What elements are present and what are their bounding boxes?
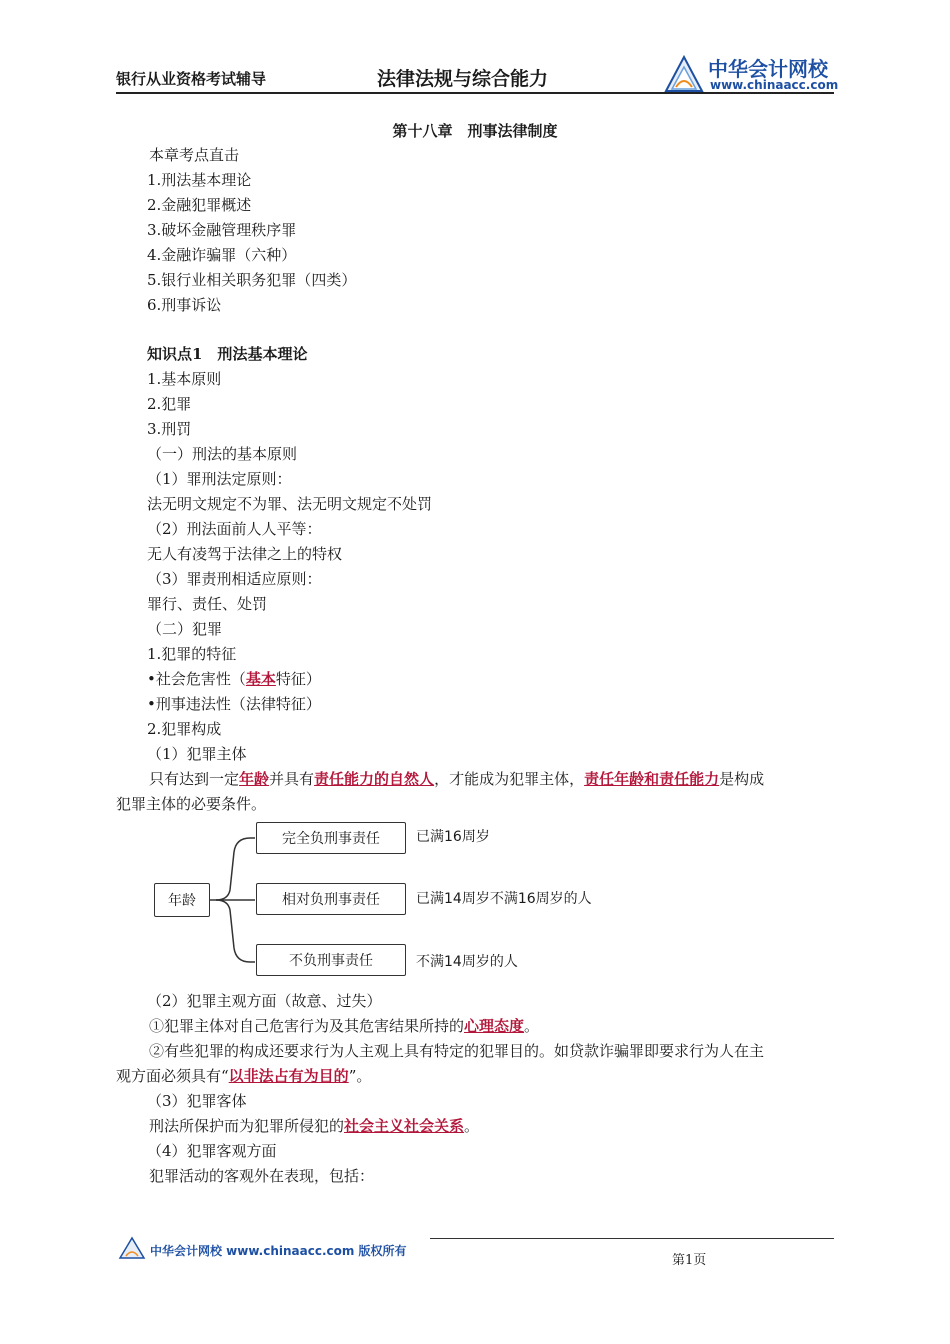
paragraph-text: 是构成 <box>719 770 765 788</box>
overview-item: 6.刑事诉讼 <box>147 296 222 314</box>
principle-text: 罪行、责任、处罚 <box>147 595 268 613</box>
diagram-note: 已满16周岁 <box>416 829 490 845</box>
section-title: （一）刑法的基本原则 <box>147 445 298 463</box>
principle-heading: （1）罪刑法定原则： <box>147 470 292 488</box>
paragraph: ②有些犯罪的构成还要求行为人主观上具有特定的犯罪目的。如贷款诈骗罪即要求行为人在主 <box>149 1042 765 1060</box>
kp-item: 1.基本原则 <box>147 370 222 388</box>
diagram-branch-box: 完全负刑事责任 <box>256 822 406 854</box>
paragraph-text: ①犯罪主体对自己危害行为及其危害结果所持的 <box>149 1017 465 1035</box>
overview-item: 5.银行业相关职务犯罪（四类） <box>147 271 357 289</box>
overview-item: 1.刑法基本理论 <box>147 171 252 189</box>
topic-heading: （4）犯罪客观方面 <box>147 1142 277 1160</box>
highlight-text: 心理态度 <box>464 1017 525 1035</box>
footer-copyright: 中华会计网校 www.chinaacc.com 版权所有 <box>150 1244 407 1258</box>
diagram-note: 不满14周岁的人 <box>416 954 518 970</box>
paragraph-text: ”。 <box>348 1067 372 1085</box>
paragraph-continuation <box>116 1066 371 1086</box>
bullet-text: •社会危害性（ <box>147 670 246 688</box>
header-center-title: 法律法规与综合能力 <box>377 68 549 90</box>
overview-title: 本章考点直击 <box>149 146 240 164</box>
diagram-branch-box: 相对负刑事责任 <box>256 883 406 915</box>
subsection-heading: 1.犯罪的特征 <box>147 645 237 663</box>
subsection-heading: 2.犯罪构成 <box>147 720 222 738</box>
paragraph-text: ，才能成为犯罪主体， <box>434 770 585 788</box>
paragraph <box>149 1016 539 1036</box>
footer-logo <box>118 1236 148 1260</box>
highlight-text: 责任年龄和责任能力 <box>584 770 720 788</box>
section-title: （二）犯罪 <box>147 620 223 638</box>
knowledge-point-title: 知识点1 刑法基本理论 <box>147 345 308 363</box>
topic-heading: （3）犯罪客体 <box>147 1092 247 1110</box>
paragraph-continuation: 犯罪主体的必要条件。 <box>116 795 267 813</box>
paragraph-text: 观方面必须具有“ <box>116 1067 229 1085</box>
paragraph: 犯罪活动的客观外在表现，包括： <box>149 1167 375 1185</box>
paragraph-text: 。 <box>524 1017 540 1035</box>
overview-item: 3.破坏金融管理秩序罪 <box>147 221 297 239</box>
highlight-text: 以非法占有为目的 <box>228 1067 349 1085</box>
diagram-root-box: 年龄 <box>154 883 210 917</box>
kp-item: 3.刑罚 <box>147 420 192 438</box>
paragraph-text: 只有达到一定 <box>149 770 240 788</box>
overview-item: 4.金融诈骗罪（六种） <box>147 246 297 264</box>
logo-url: www.chinaacc.com <box>710 78 839 92</box>
bullet-item: •刑事违法性（法律特征） <box>147 695 321 713</box>
highlight-text: 基本 <box>245 670 276 688</box>
principle-text: 无人有凌驾于法律之上的特权 <box>147 545 343 563</box>
bullet-text: 特征） <box>275 670 321 688</box>
header-left-title: 银行从业资格考试辅导 <box>116 70 267 88</box>
logo-name: 中华会计网校 <box>708 57 828 81</box>
principle-heading: （2）刑法面前人人平等： <box>147 520 322 538</box>
paragraph <box>149 1116 479 1136</box>
principle-text: 法无明文规定不为罪、法无明文规定不处罚 <box>147 495 433 513</box>
highlight-text: 年龄 <box>239 770 270 788</box>
topic-heading: （1）犯罪主体 <box>147 745 247 763</box>
topic-heading: （2）犯罪主观方面（故意、过失） <box>147 992 382 1010</box>
diagram-note: 已满14周岁不满16周岁的人 <box>416 891 592 907</box>
logo-mark-icon <box>118 1236 148 1260</box>
overview-item: 2.金融犯罪概述 <box>147 196 252 214</box>
principle-heading: （3）罪责刑相适应原则： <box>147 570 322 588</box>
highlight-text: 社会主义社会关系 <box>344 1117 465 1135</box>
highlight-text: 责任能力的自然人 <box>314 770 435 788</box>
page-number: 第1页 <box>672 1253 707 1268</box>
footer-rule <box>430 1238 834 1239</box>
paragraph-text: 并具有 <box>269 770 315 788</box>
paragraph-text: 刑法所保护而为犯罪所侵犯的 <box>149 1117 345 1135</box>
diagram-branch-box: 不负刑事责任 <box>256 944 406 976</box>
paragraph-text: 。 <box>464 1117 480 1135</box>
chapter-title: 第十八章 刑事法律制度 <box>392 122 558 140</box>
kp-item: 2.犯罪 <box>147 395 192 413</box>
